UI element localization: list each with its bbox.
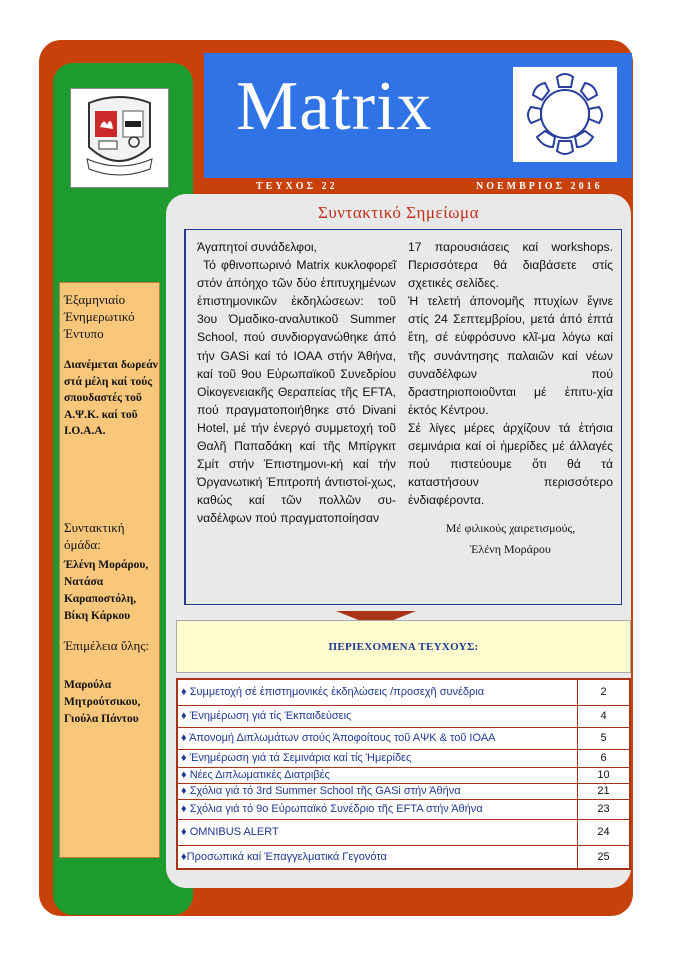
toc-row-page: 25 xyxy=(578,845,631,869)
editorial-greeting: Άγαπητοί συνάδελφοι, xyxy=(197,240,317,254)
toc-heading: ΠΕΡΙΕΧΟΜΕΝΑ ΤΕΥΧΟΥΣ: xyxy=(176,620,631,673)
sidebar-info-box xyxy=(59,282,160,858)
toc-row[interactable] xyxy=(177,767,630,783)
editorial-paragraph-2: Ή τελετή άπονομῆς πτυχίων ἔγινε στίς 24 Σεπτεμβρίου, μετά άπό ἑπτά ἔτη, σέ εὐφρόσυνο κλῖ-μα λόγω καί τῆς συνάντησης παλαιῶν καί νέων συναδέλφων πού δραστηριοποιοῦνται μέ ἐπιτυ-χία ἐκτός Κέντρου. xyxy=(408,294,613,417)
toc-bullet: ♦ xyxy=(181,850,187,863)
newsletter-title: Matrix xyxy=(236,68,433,145)
editorial-right-column xyxy=(408,238,613,558)
sidebar-description: Έξαμηνιαίο Ένημερωτικό Έντυπο xyxy=(64,292,135,341)
sidebar-distribution: Διανέμεται δωρεάν στά μέλη καί τούς σπουδαστές τοῦ Α.Ψ.Κ. καί τοῦ Ι.Ο.Α.Α. xyxy=(64,359,158,437)
toc-bullet: ♦ xyxy=(181,803,187,815)
toc-row-page: 24 xyxy=(578,819,631,845)
toc-bullet: ♦ xyxy=(181,769,187,781)
toc-row-title: Συμμετοχή σέ ἐπιστημονικές ἐκδηλώσεις /προσεχῆ συνέδρια xyxy=(189,686,485,699)
toc-bullet: ♦ xyxy=(181,732,187,744)
toc-row-title: Νέες Διπλωματικές Διατριβές xyxy=(189,769,330,781)
toc-row[interactable] xyxy=(177,705,630,727)
toc-bullet: ♦ xyxy=(181,752,187,764)
toc-row-page: 4 xyxy=(578,705,631,727)
toc-row-page: 5 xyxy=(578,727,631,749)
toc-row-page: 21 xyxy=(578,783,631,799)
toc-row-page: 10 xyxy=(578,767,631,783)
toc-row[interactable] xyxy=(177,679,630,705)
editorial-closing: Μέ φιλικούς χαιρετισμούς, xyxy=(445,521,576,536)
toc-row-title: Σχόλια γιά τό 9ο Εὐρωπαϊκό Συνέδριο τῆς EFTA στήν Άθήνα xyxy=(189,803,483,815)
editorial-title: Συντακτικό Σημείωμα xyxy=(318,203,479,222)
toc-row-title: Ένημέρωση γιά τά Σεμινάρια καί τίς Ήμερίδες xyxy=(189,752,412,764)
toc-row-title: Προσωπικά καί Έπαγγελματικά Γεγονότα xyxy=(186,850,387,863)
editorial-left-body: Τό φθινοπωρινό Matrix κυκλοφορεῖ στόν άπόηχο τῶν δύο ἐπιτυχημένων ἐπιστημονικῶν ἐκδηλώσεων: τοῦ 3ου Όμαδικο-αναλυτικοῦ Summer School, πού συνδιοργανώθηκε άπό τήν GASi καί τό ΙΟΑΑ στήν Άθήνα, καί τοῦ 9ου Εὐρωπαϊκοῦ Συνεδρίου Οἰκογενειακῆς Θεραπείας τῆς EFTA, πού πραγματοποιήθηκε στό Divani Hotel, μέ τήν ἐνεργό συμμετοχή τοῦ Θαλῆ Παπαδάκη καί τῆς Μπίργκιτ Σμίτ στήν Έπιστημονι-κή καί τήν Όργανωτική Έπιτροπή άντιστοί-χως, καθώς καί τῶν πολλῶν συ-ναδέλφων πού πραγματοποίησαν xyxy=(197,258,396,526)
toc-row[interactable] xyxy=(177,783,630,799)
circle-of-chairs-logo xyxy=(513,67,617,162)
editorial-paragraph-1: 17 παρουσιάσεις καί workshops. Περισσότερα θά διαβάσετε στίς σχετικές σελίδες. xyxy=(408,240,613,291)
toc-row-title: OMNIBUS ALERT xyxy=(189,826,279,838)
toc-row-page: 6 xyxy=(578,749,631,767)
toc-row[interactable] xyxy=(177,727,630,749)
toc-row-title: Άπονομή Διπλωμάτων στούς Άποφοίτους τοῦ ΑΨΚ & τοῦ ΙΟΑΑ xyxy=(189,732,496,744)
toc-row[interactable] xyxy=(177,845,630,869)
editorial-signature: Έλένη Μοράρου xyxy=(470,541,551,556)
toc-row-title: Σχόλια γιά τό 3rd Summer School τῆς GASi στήν Άθήνα xyxy=(189,785,461,797)
editorial-left-column xyxy=(197,238,396,528)
sidebar-editing-members: Μαρούλα Μητρούτσικου, Γιούλα Πάντου xyxy=(64,679,141,725)
toc-row-page: 23 xyxy=(578,799,631,819)
toc-bullet: ♦ xyxy=(181,686,187,699)
sidebar-team-heading: Συντακτική όμάδα: xyxy=(64,520,125,552)
institute-emblem-logo xyxy=(70,88,169,188)
issue-date: ΝΟΕΜΒΡΙΟΣ 2016 xyxy=(476,181,603,192)
toc-row-title: Ένημέρωση γιά τίς Έκπαιδεύσεις xyxy=(189,710,352,722)
toc-row-page: 2 xyxy=(578,679,631,705)
sidebar-team-members: Έλένη Μοράρου, Νατάσα Καραποστόλη, Βίκη Κάρκου xyxy=(64,559,149,622)
toc-row[interactable] xyxy=(177,749,630,767)
issue-number: ΤΕΥΧΟΣ 22 xyxy=(256,181,338,192)
sidebar-editing-heading: Έπιμέλεια ὕλης: xyxy=(64,638,150,653)
toc-table xyxy=(176,678,631,870)
editorial-paragraph-3: Σέ λίγες μέρες άρχίζουν τά ἐτήσια σεμινάρια καί οἱ ἡμερίδες μέ άλλαγές πού πιστεύουμε ὅτι θά τά καταστήσουν περισσότερο ἐνδιαφέροντα. xyxy=(408,420,613,508)
toc-row[interactable] xyxy=(177,799,630,819)
editorial-box xyxy=(184,229,622,605)
toc-row[interactable] xyxy=(177,819,630,845)
toc-bullet: ♦ xyxy=(181,710,187,722)
toc-bullet: ♦ xyxy=(181,785,187,797)
toc-bullet: ♦ xyxy=(181,826,187,838)
